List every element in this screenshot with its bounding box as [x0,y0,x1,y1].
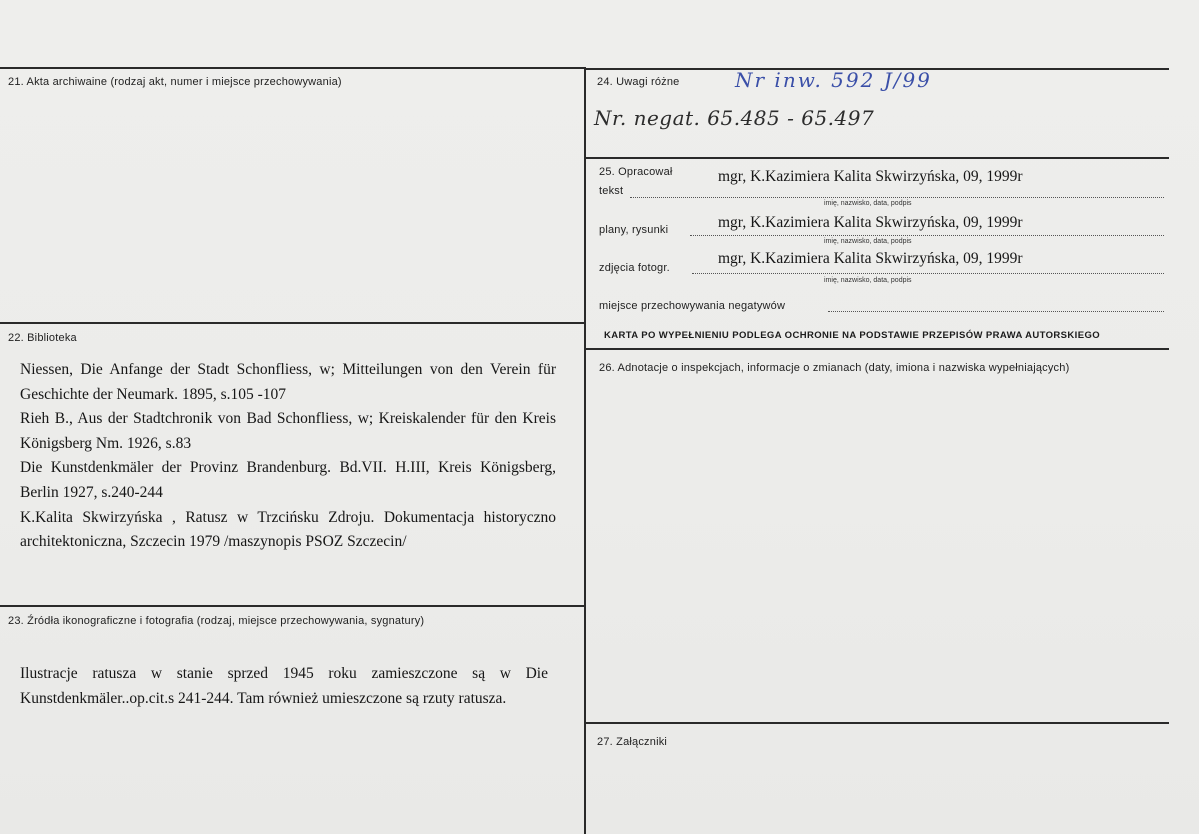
prepared-photos-line [692,273,1164,274]
section-25-label: 25. Opracował [599,166,673,178]
section-26-label: 26. Adnotacje o inspekcjach, informacje o zmianach (daty, imiona i nazwiska wypełniających) [599,362,1070,374]
bibliography-entry: Rieh B., Aus der Stadtchronik von Bad Schonfliess, w; Kreiskalender für den Kreis Königsberg Nm. 1926, s.83 [20,410,556,452]
copyright-notice: KARTA PO WYPEŁNIENIU PODLEGA OCHRONIE NA PODSTAWIE PRZEPISÓW PRAWA AUTORSKIEGO [604,330,1101,341]
prepared-photos-value: mgr, K.Kazimiera Kalita Skwirzyńska, 09, 1999r [718,250,1023,267]
rule-24-25 [586,157,1169,159]
prepared-text-value: mgr, K.Kazimiera Kalita Skwirzyńska, 09, 1999r [718,168,1023,185]
prepared-text-caption: imię, nazwisko, data, podpis [824,200,912,207]
section-24-label: 24. Uwagi różne [597,76,680,88]
prepared-plans-value: mgr, K.Kazimiera Kalita Skwirzyńska, 09, 1999r [718,214,1023,231]
rule-22-23 [0,605,586,607]
negatives-storage-line [828,311,1164,312]
handwritten-negative-numbers: Nr. negat. 65.485 - 65.497 [594,106,875,130]
handwritten-inventory-number: Nr inw. 592 J/99 [735,68,932,92]
section-23-label: 23. Źródła ikonograficzne i fotografia (rodzaj, miejsce przechowywania, sygnatury) [8,615,425,627]
negatives-storage-label: miejsce przechowywania negatywów [599,300,786,312]
bibliography-entry: Niessen, Die Anfange der Stadt Schonfliess, w; Mitteilungen von den Verein für Geschichte der Neumark. 1895, s.105 -107 [20,361,556,403]
bibliography-list [20,358,556,555]
section-27-label: 27. Załączniki [597,736,668,748]
prepared-text-line [630,197,1164,198]
section-21-label: 21. Akta archiwaine (rodzaj akt, numer i miejsce przechowywania) [8,76,342,88]
rule-21-22 [0,322,586,324]
prepared-text-label: tekst [599,185,624,197]
section-22-label: 22. Biblioteka [8,332,77,344]
prepared-plans-line [690,235,1164,236]
prepared-photos-caption: imię, nazwisko, data, podpis [824,277,912,284]
rule-top-left [0,67,586,69]
bibliography-entry: Die Kunstdenkmäler der Provinz Brandenburg. Bd.VII. H.III, Kreis Königsberg, Berlin 1927, s.240-244 [20,459,556,501]
rule-26-27 [586,722,1169,724]
iconography-text: Ilustracje ratusza w stanie sprzed 1945 roku zamieszczone są w Die Kunstdenkmäler..op.cit.s 241-244. Tam również umieszczone są rzuty ratusza. [20,665,548,707]
column-divider [584,67,586,834]
prepared-photos-label: zdjęcia fotogr. [599,262,670,274]
bibliography-entry: K.Kalita Skwirzyńska , Ratusz w Trzcińsku Zdroju. Dokumentacja historyczno architektoniczna, Szczecin 1979 /maszynopis PSOZ Szczecin/ [20,508,556,551]
prepared-plans-label: plany, rysunki [599,224,669,236]
prepared-plans-caption: imię, nazwisko, data, podpis [824,238,912,245]
rule-25-26 [586,348,1169,350]
